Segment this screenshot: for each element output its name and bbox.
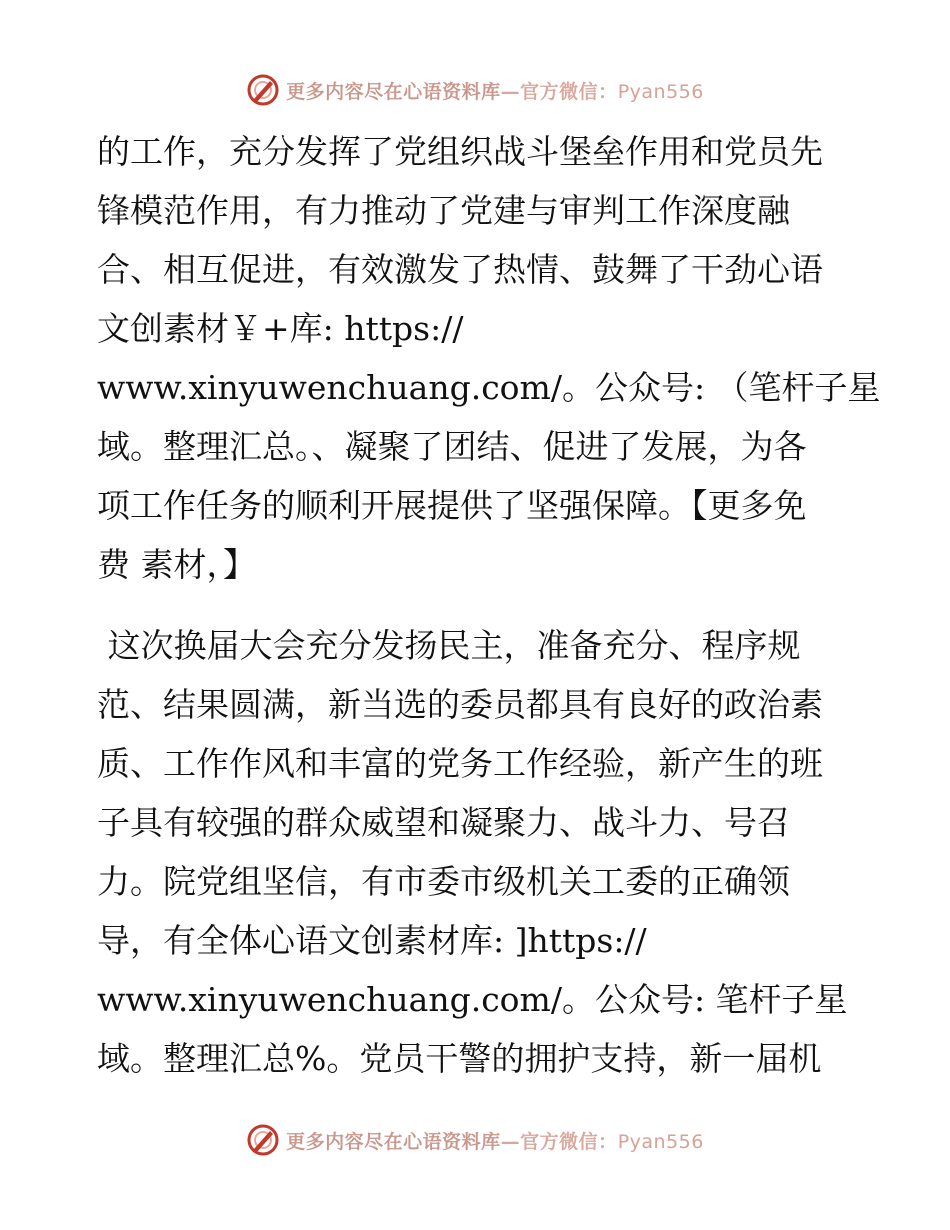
text-line: 费 素材，】 xyxy=(97,545,256,584)
text-line: 导，有全体心语文创素材库: ]https:// xyxy=(97,921,647,960)
watermark-wechat-id: Pyan556 xyxy=(617,80,704,103)
watermark-wechat-label: 官方微信： xyxy=(520,1130,618,1153)
watermark-text xyxy=(286,1127,704,1154)
watermark-logo-icon xyxy=(246,1123,280,1157)
text-line: 这次换届大会充分发扬民主，准备充分、程序规 xyxy=(97,626,801,665)
paragraph-1 xyxy=(97,122,881,594)
text-line: www.xinyuwenchuang.com/。公众号: 笔杆子星 xyxy=(97,980,848,1019)
watermark-separator: — xyxy=(500,80,521,103)
watermark-logo-icon xyxy=(246,73,280,107)
watermark-wechat-id: Pyan556 xyxy=(617,1130,704,1153)
text-line: 合、相互促进，有效激发了热情、鼓舞了干劲心语 xyxy=(97,250,823,289)
text-line: 项工作任务的顺利开展提供了坚强保障。【更多免 xyxy=(97,486,807,525)
footer-watermark xyxy=(0,1120,950,1160)
paragraph-2 xyxy=(97,616,857,1088)
text-line: 文创素材￥+库: https:// xyxy=(97,309,464,348)
text-line: 范、结果圆满，新当选的委员都具有良好的政治素 xyxy=(97,685,823,724)
watermark-brand: 更多内容尽在心语资料库 xyxy=(286,1130,501,1153)
text-line: 的工作，充分发挥了党组织战斗堡垒作用和党员先 xyxy=(97,132,823,171)
text-line: www.xinyuwenchuang.com/。公众号: （笔杆子星 xyxy=(97,368,881,407)
watermark-brand: 更多内容尽在心语资料库 xyxy=(286,80,501,103)
header-watermark xyxy=(0,70,950,110)
document-body xyxy=(97,122,881,1088)
watermark-separator: — xyxy=(500,1130,521,1153)
text-line: 质、工作作风和丰富的党务工作经验，新产生的班 xyxy=(97,744,823,783)
text-line: 域。整理汇总%。党员干警的拥护支持，新一届机 xyxy=(97,1039,822,1078)
text-line: 锋模范作用，有力推动了党建与审判工作深度融 xyxy=(97,191,790,230)
text-line: 力。院党组坚信，有市委市级机关工委的正确领 xyxy=(97,862,790,901)
text-line: 域。整理汇总。、凝聚了团结、促进了发展，为各 xyxy=(97,427,807,466)
watermark-wechat-label: 官方微信： xyxy=(520,80,618,103)
watermark-text xyxy=(286,77,704,104)
paragraph-gap xyxy=(97,594,857,616)
text-line: 子具有较强的群众威望和凝聚力、战斗力、号召 xyxy=(97,803,790,842)
